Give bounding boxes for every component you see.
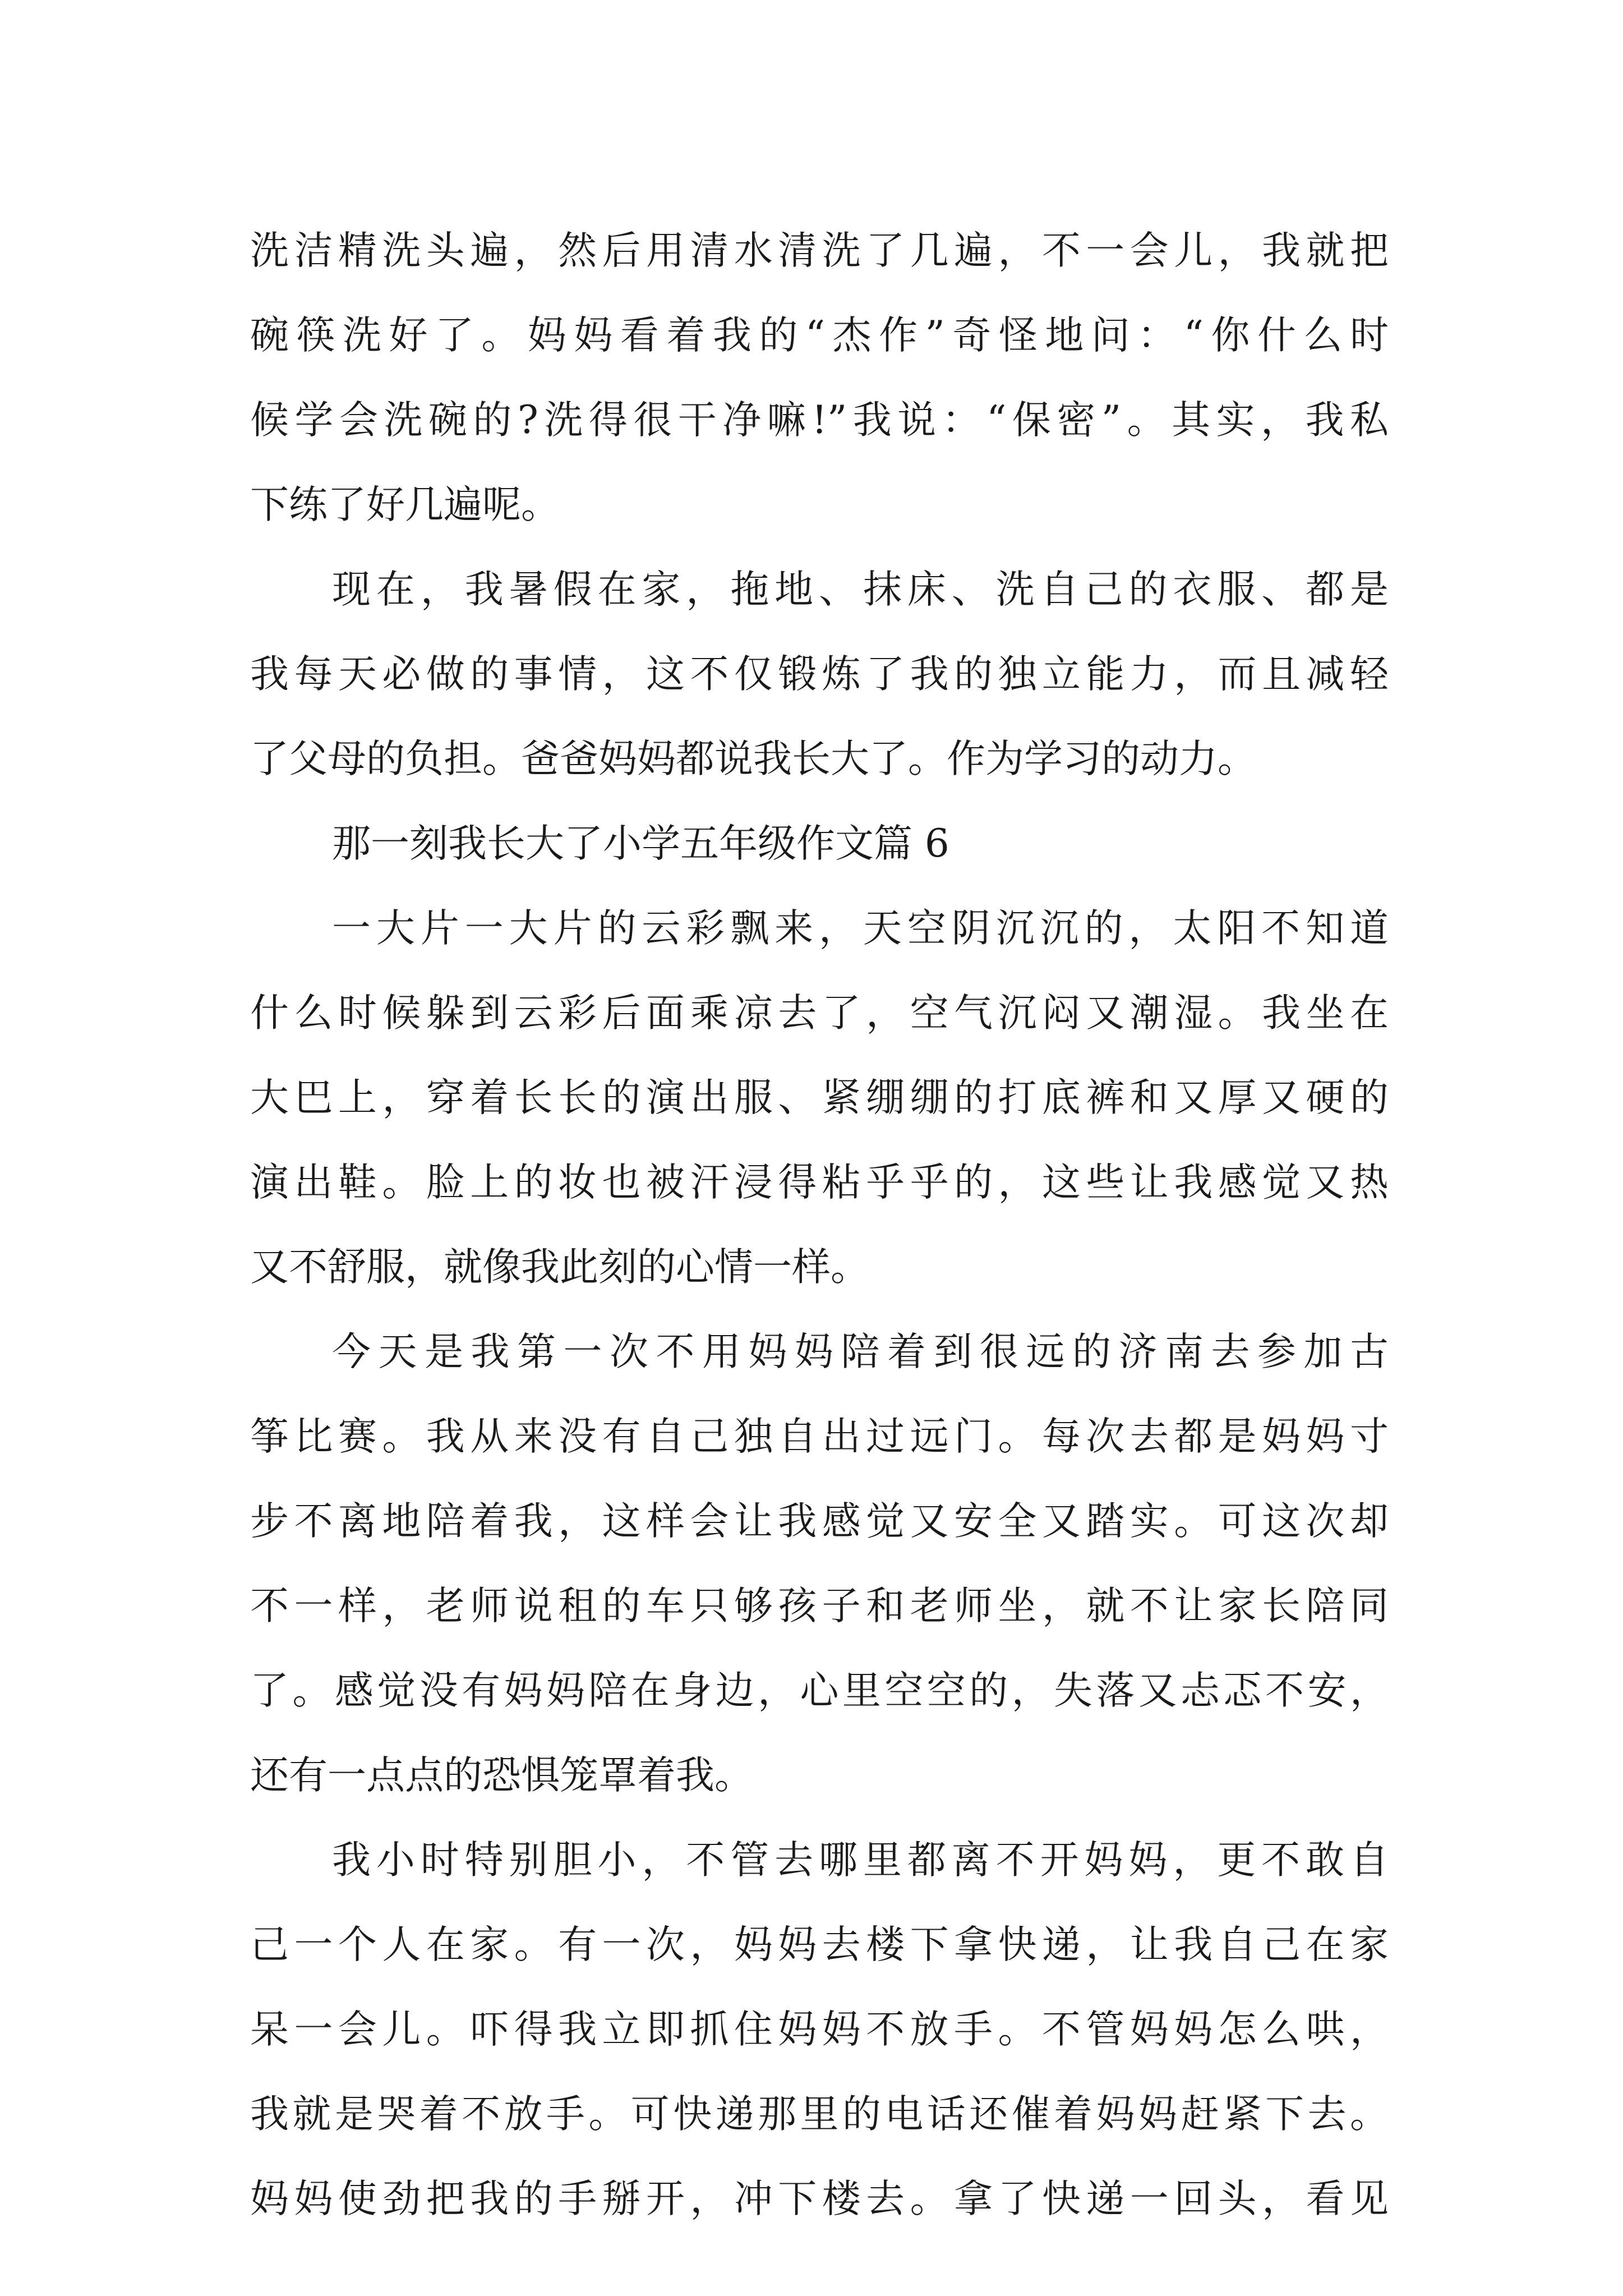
paragraph-first-line: 我小时特别胆小，不管去哪里都离不开妈妈，更不敢自 <box>332 1838 1389 1883</box>
text-line: 下练了好几遍呢。 <box>250 482 560 527</box>
text-line: 还有一点点的恐惧笼罩着我。 <box>250 1753 753 1798</box>
paragraph-first-line: 一大片一大片的云彩飘来，天空阴沉沉的，太阳不知道 <box>332 906 1389 951</box>
text-line: 又不舒服，就像我此刻的心情一样。 <box>250 1245 869 1290</box>
text-line: 筝比赛。我从来没有自己独自出过远门。每次去都是妈妈寸 <box>250 1414 1389 1459</box>
text-line: 了父母的负担。爸爸妈妈都说我长大了。作为学习的动力。 <box>250 737 1256 781</box>
text-line: 不一样，老师说租的车只够孩子和老师坐，就不让家长陪同 <box>250 1584 1389 1628</box>
text-line: 步不离地陪着我，这样会让我感觉又安全又踏实。可这次却 <box>250 1499 1389 1544</box>
text-line: 妈妈使劲把我的手掰开，冲下楼去。拿了快递一回头，看见 <box>250 2177 1389 2221</box>
text-line: 洗洁精洗头遍，然后用清水清洗了几遍，不一会儿，我就把 <box>250 228 1389 273</box>
text-line: 己一个人在家。有一次，妈妈去楼下拿快递，让我自己在家 <box>250 1922 1389 1967</box>
text-line: 候学会洗碗的?洗得很干净嘛!”我说：“保密”。其实，我私 <box>250 398 1389 443</box>
text-line: 呆一会儿。吓得我立即抓住妈妈不放手。不管妈妈怎么哄， <box>250 2007 1389 2052</box>
paragraph-first-line: 那一刻我长大了小学五年级作文篇 6 <box>332 821 949 866</box>
text-line: 碗筷洗好了。妈妈看着我的“杰作”奇怪地问：“你什么时 <box>250 313 1389 358</box>
body-text <box>250 209 1389 2242</box>
text-line: 了。感觉没有妈妈陪在身边，心里空空的，失落又忐忑不安， <box>250 1668 1389 1713</box>
paragraph-first-line: 今天是我第一次不用妈妈陪着到很远的济南去参加古 <box>332 1329 1389 1374</box>
text-line: 什么时候躲到云彩后面乘凉去了，空气沉闷又潮湿。我坐在 <box>250 991 1389 1036</box>
paragraph-first-line: 现在，我暑假在家，拖地、抹床、洗自己的衣服、都是 <box>332 567 1389 612</box>
text-line: 大巴上，穿着长长的演出服、紧绷绷的打底裤和又厚又硬的 <box>250 1075 1389 1120</box>
text-line: 我每天必做的事情，这不仅锻炼了我的独立能力，而且减轻 <box>250 652 1389 697</box>
text-line: 演出鞋。脸上的妆也被汗浸得粘乎乎的，这些让我感觉又热 <box>250 1160 1389 1205</box>
text-line: 我就是哭着不放手。可快递那里的电话还催着妈妈赶紧下去。 <box>250 2092 1389 2137</box>
